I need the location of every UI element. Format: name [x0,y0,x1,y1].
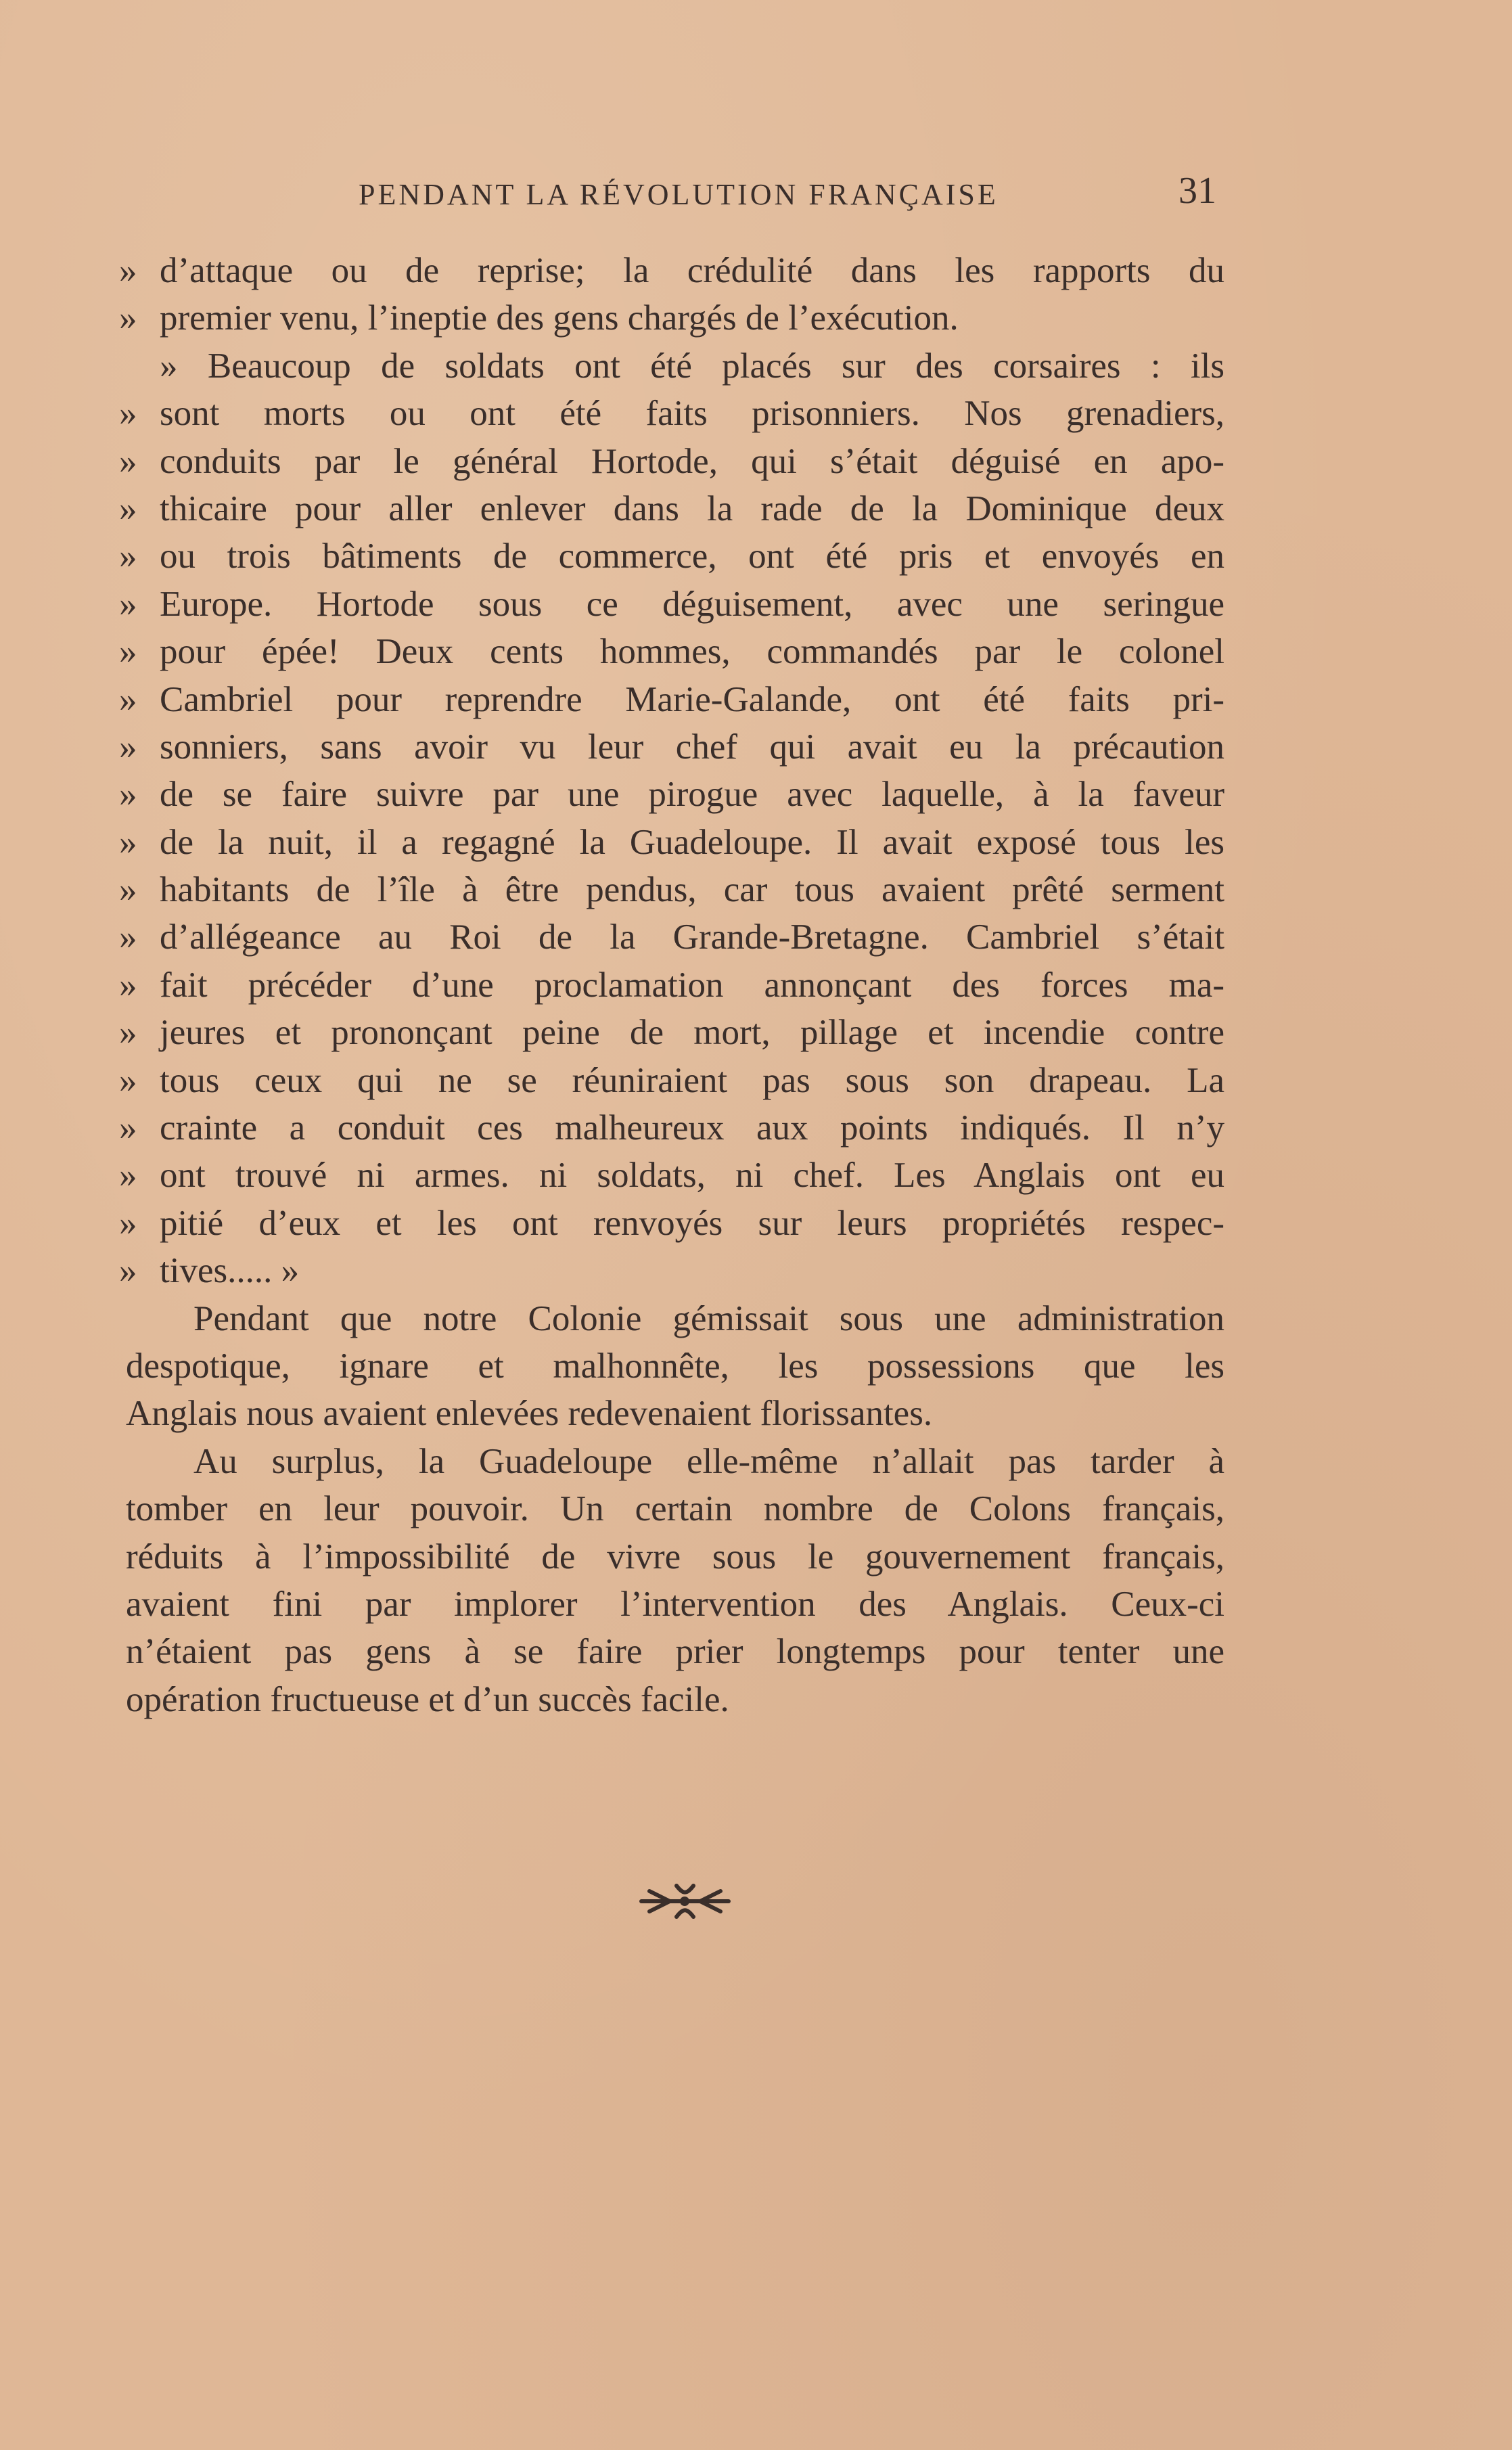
line-text: Anglais nous avaient enlevées redevenaient florissantes. [126,1394,933,1434]
text-line [0,771,1512,818]
text-line [0,390,1512,437]
line-text: jeures et prononçant peine de mort, pillage et incendie contre [160,1013,1224,1053]
text-line [0,676,1512,723]
text-line [0,1009,1512,1056]
text-line [0,1581,1512,1628]
fleuron-ornament-icon [636,1878,734,1925]
text-line [0,1152,1512,1199]
text-line [0,532,1512,580]
quote-mark: » [119,1251,137,1291]
line-text: tives..... » [160,1251,300,1291]
text-line [0,294,1512,342]
line-text: opération fructueuse et d’un succès facile. [126,1679,729,1719]
text-line [0,581,1512,628]
quote-mark: » [119,251,137,290]
text-line [0,961,1512,1009]
text-line [0,342,1512,390]
text-line [0,1295,1512,1342]
line-text: sont morts ou ont été faits prisonniers. Nos grenadiers, [160,394,1224,434]
line-text: » Beaucoup de soldats ont été placés sur des corsaires : ils [160,346,1224,386]
quote-mark: » [119,1203,137,1243]
line-text: Pendant que notre Colonie gémissait sous une administration [193,1298,1224,1338]
text-line [0,1057,1512,1104]
line-text: de la nuit, il a regagné la Guadeloupe. Il avait exposé tous les [160,822,1224,862]
quote-mark: » [119,1060,137,1100]
quote-mark: » [119,727,137,767]
text-line [0,1628,1512,1675]
text-line [0,1247,1512,1294]
quote-mark: » [119,584,137,624]
quote-mark: » [119,775,137,815]
text-line [0,819,1512,866]
line-text: Cambriel pour reprendre Marie-Galande, ont été faits pri- [160,679,1224,719]
quote-mark: » [119,870,137,910]
text-line [0,1676,1512,1723]
line-text: de se faire suivre par une pirogue avec laquelle, à la faveur [160,775,1224,815]
quote-mark: » [119,917,137,957]
line-text: n’étaient pas gens à se faire prier longtemps pour tenter une [126,1632,1224,1672]
line-text: pour épée! Deux cents hommes, commandés par le colonel [160,632,1224,672]
quote-mark: » [119,1156,137,1196]
line-text: thicaire pour aller enlever dans la rade de la Dominique deux [160,489,1224,528]
quote-mark: » [119,441,137,481]
line-text: ont trouvé ni armes. ni soldats, ni chef. Les Anglais ont eu [160,1156,1224,1196]
text-line [0,723,1512,771]
quote-mark: » [119,1108,137,1148]
quote-mark: » [119,679,137,719]
line-text: habitants de l’île à être pendus, car tous avaient prêté serment [160,870,1224,910]
text-line [0,438,1512,485]
line-text: sonniers, sans avoir vu leur chef qui avait eu la précaution [160,727,1224,767]
page-number: 31 [1178,170,1216,212]
text-line [0,1533,1512,1581]
line-text: conduits par le général Hortode, qui s’était déguisé en apo- [160,441,1224,481]
line-text: premier venu, l’ineptie des gens chargés de l’exécution. [160,298,959,338]
running-title: PENDANT LA RÉVOLUTION FRANÇAISE [359,178,999,211]
line-text: Au surplus, la Guadeloupe elle-même n’allait pas tarder à [193,1441,1224,1481]
text-line [0,1485,1512,1533]
quote-mark: » [119,1013,137,1053]
quote-mark: » [119,489,137,528]
line-text: fait précéder d’une proclamation annonçant des forces ma- [160,965,1224,1005]
quote-mark: » [119,632,137,672]
line-text: crainte a conduit ces malheureux aux points indiqués. Il n’y [160,1108,1224,1148]
line-text: d’attaque ou de reprise; la crédulité dans les rapports du [160,251,1224,290]
line-text: tomber en leur pouvoir. Un certain nombre de Colons français, [126,1489,1224,1529]
quote-mark: » [119,298,137,338]
text-line [0,1390,1512,1437]
text-line [0,1342,1512,1390]
quote-mark: » [119,822,137,862]
line-text: tous ceux qui ne se réuniraient pas sous son drapeau. La [160,1060,1224,1100]
line-text: d’allégeance au Roi de la Grande-Bretagne. Cambriel s’était [160,917,1224,957]
text-line [0,1200,1512,1247]
quote-mark: » [119,394,137,434]
line-text: avaient fini par implorer l’intervention des Anglais. Ceux-ci [126,1584,1224,1624]
line-text: despotique, ignare et malhonnête, les possessions que les [126,1346,1224,1386]
text-line [0,866,1512,913]
line-text: ou trois bâtiments de commerce, ont été pris et envoyés en [160,537,1224,576]
quote-mark: » [119,537,137,576]
line-text: Europe. Hortode sous ce déguisement, avec une seringue [160,584,1224,624]
text-line [0,247,1512,294]
text-line [0,1438,1512,1485]
body-text [0,247,1512,1723]
line-text: réduits à l’impossibilité de vivre sous le gouvernement français, [126,1537,1224,1576]
line-text: pitié d’eux et les ont renvoyés sur leurs propriétés respec- [160,1203,1224,1243]
text-line [0,485,1512,532]
text-line [0,1104,1512,1152]
quote-mark: » [119,965,137,1005]
text-line [0,913,1512,961]
text-line [0,628,1512,675]
